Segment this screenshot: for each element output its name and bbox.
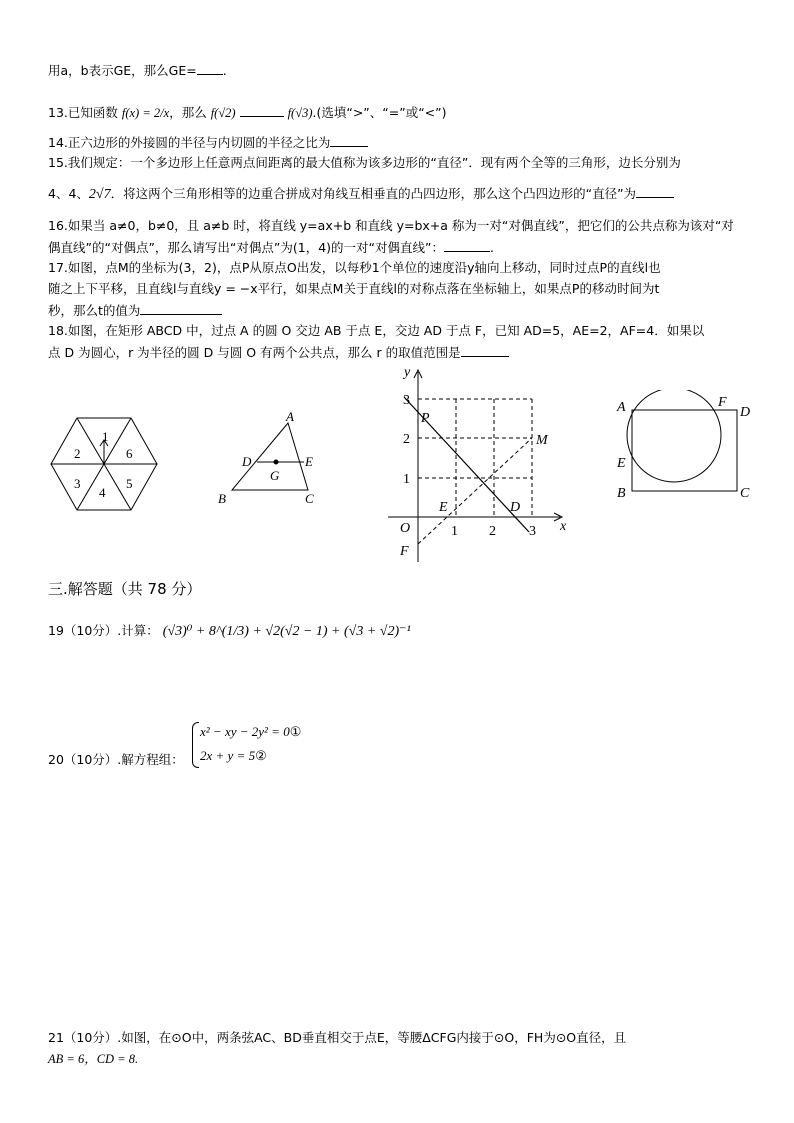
coordinate-figure <box>384 362 574 567</box>
q15-line2 <box>48 185 674 203</box>
rect-label-d: D <box>740 405 751 420</box>
q13-blank[interactable] <box>240 104 284 117</box>
q20-label: 20（10分）.解方程组： <box>48 752 184 767</box>
q13-mid: ，那么 <box>169 105 207 120</box>
hex-label-1: 1 <box>102 429 109 444</box>
q17-text: 秒，那么t的值为 <box>48 303 141 318</box>
q13-suffix: .(选填“>”、“=”或“<”) <box>312 105 447 120</box>
q20-equation-2 <box>200 748 267 764</box>
rectangle-circle-figure <box>612 390 762 502</box>
d-label: D <box>510 500 521 515</box>
q20-eq2-text: 2x + y = 5 <box>200 748 256 763</box>
hex-label-4: 4 <box>99 485 106 500</box>
rect-label-b: B <box>617 486 626 501</box>
q19-label: 19（10分）.计算： <box>48 623 159 638</box>
label-e: E <box>305 454 313 469</box>
origin-label: O <box>400 521 411 536</box>
q14-line <box>48 134 368 151</box>
q16-line1: 16.如果当 a≠0，b≠0，且 a≠b 时，将直线 y=ax+b 和直线 y=bx+a 称为一对“对偶直线”，把它们的公共点称为该对“对 <box>48 218 734 233</box>
section-3-heading: 三.解答题（共 78 分） <box>48 580 202 598</box>
rect-label-f: F <box>718 395 727 410</box>
hex-label-2: 2 <box>74 446 81 461</box>
q19-line <box>48 623 411 640</box>
rect-label-e: E <box>617 456 626 471</box>
q16-end: . <box>490 240 494 255</box>
y-tick-3: 3 <box>403 393 410 408</box>
rect-label-a: A <box>617 400 626 415</box>
q12-line <box>48 62 227 79</box>
q13-value-a: f(√2) <box>210 106 236 120</box>
label-a: A <box>286 410 294 424</box>
label-b: B <box>218 491 226 506</box>
q20-eq2-number: ② <box>255 748 267 763</box>
q12-blank[interactable] <box>197 62 223 75</box>
q13-line <box>48 104 447 121</box>
f-label: F <box>400 544 409 559</box>
label-g: G <box>270 468 280 483</box>
q16-line2 <box>48 239 494 256</box>
q20-eq1-text: x² − xy − 2y² = 0 <box>200 724 290 739</box>
hex-label-6: 6 <box>126 446 133 461</box>
m-label: M <box>536 433 548 448</box>
q18-line1: 18.如图，在矩形 ABCD 中，过点 A 的圆 O 交边 AB 于点 E，交边 AD 于点 F，已知 AD=5，AE=2，AF=4．如果以 <box>48 323 705 338</box>
e-label: E <box>439 500 448 515</box>
q12-end: . <box>222 63 227 78</box>
y-tick-2: 2 <box>403 432 410 447</box>
q21-line1: 21（10分）.如图，在⊙O中，两条弦AC、BD垂直相交于点E，等腰ΔCFG内接于⊙O，FH为⊙O直径，且 <box>48 1030 627 1045</box>
q16-blank[interactable] <box>444 239 490 252</box>
q15-line1: 15.我们规定：一个多边形上任意两点间距离的最大值称为该多边形的“直径”．现有两个全等的三角形，边长分别为 <box>48 155 681 170</box>
x-label: x <box>560 519 567 534</box>
q18-line2 <box>48 344 509 361</box>
q20-equation-1 <box>200 724 301 740</box>
q17-blank[interactable] <box>140 302 222 315</box>
q17-line2: 随之上下平移，且直线l与直线y = −x平行，如果点M关于直线l的对称点落在坐标轴上，如果点P的移动时间为t <box>48 281 660 296</box>
label-c: C <box>305 491 314 506</box>
q21-line2: AB = 6，CD = 8. <box>48 1052 139 1066</box>
q17-line1: 17.如图，点M的坐标为(3，2)，点P从原点O出发，以每秒1个单位的速度沿y轴向上移动，同时过点P的直线l也 <box>48 260 661 275</box>
y-tick-1: 1 <box>403 472 410 487</box>
q13-value-b: f(√3) <box>287 106 313 120</box>
q15-radical: 2√7 <box>88 187 111 202</box>
circle-o <box>627 390 721 482</box>
q15-text: ．将这两个三角形相等的边重合拼成对角线互相垂直的凸四边形，那么这个凸四边形的“直径”为 <box>110 186 637 201</box>
q17-line3 <box>48 302 222 319</box>
q18-blank[interactable] <box>461 344 509 357</box>
x-tick-3: 3 <box>529 524 536 539</box>
q19-expression: (√3)⁰ + 8^(1/3) + √2(√2 − 1) + (√3 + √2)⁻¹ <box>162 624 411 639</box>
label-d: D <box>242 454 252 469</box>
q13-function: f(x) = 2/x <box>121 106 170 120</box>
point-g <box>274 460 279 465</box>
x-tick-2: 2 <box>489 524 496 539</box>
q15-blank[interactable] <box>636 185 674 198</box>
q15-sides: 4、4、 <box>48 186 89 201</box>
rect-label-c: C <box>740 486 750 501</box>
q14-text: 14.正六边形的外接圆的半径与内切圆的半径之比为 <box>48 135 331 150</box>
rectangle-abcd <box>632 410 737 491</box>
q12-text: 用a，b表示GE，那么GE= <box>48 63 197 78</box>
hexagon-figure <box>48 415 160 513</box>
x-tick-1: 1 <box>451 524 458 539</box>
y-label: y <box>404 365 411 380</box>
hex-label-3: 3 <box>74 476 81 491</box>
q20-eq1-number: ① <box>289 724 302 739</box>
q16-text: 偶直线”的“对偶点”，那么请写出“对偶点”为(1，4)的一对“对偶直线”： <box>48 240 444 255</box>
q20-brace <box>192 722 199 768</box>
q14-blank[interactable] <box>330 134 368 147</box>
dashed-line-fm <box>418 438 532 544</box>
p-label: P <box>421 411 430 426</box>
triangle-figure <box>212 410 322 510</box>
q13-prefix: 13.已知函数 <box>48 105 118 120</box>
q18-text: 点 D 为圆心，r 为半径的圆 D 与圆 O 有两个公共点，那么 r 的取值范围是 <box>48 345 461 360</box>
hex-label-5: 5 <box>126 476 133 491</box>
